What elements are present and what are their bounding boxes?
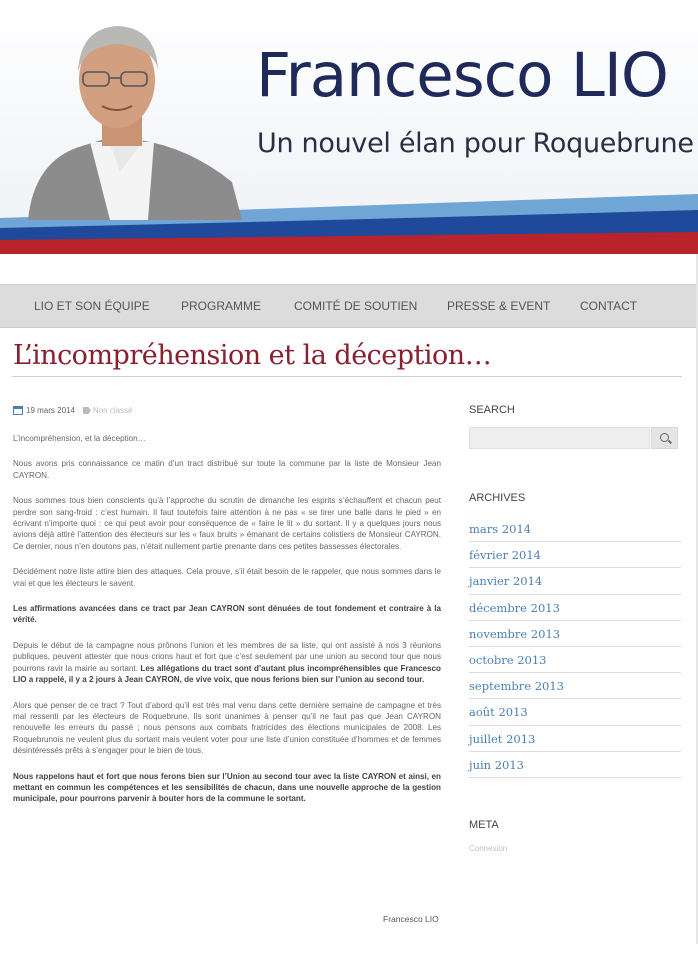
list-item — [469, 752, 681, 778]
list-item — [469, 673, 681, 699]
post-paragraph: L’incompréhension, et la déception… — [13, 434, 146, 443]
nav-item-lio-et-son-equipe[interactable]: LIO ET SON ÉQUIPE — [34, 299, 150, 313]
archives-list — [469, 516, 681, 778]
list-item — [469, 647, 681, 673]
archive-link[interactable]: janvier 2014 — [469, 574, 543, 589]
site-title[interactable]: Francesco LIO — [256, 40, 668, 111]
list-item — [469, 568, 681, 594]
candidate-portrait — [20, 10, 250, 220]
post-paragraph — [13, 640, 441, 686]
post-author: Francesco LIO — [383, 914, 439, 924]
archive-link[interactable]: novembre 2013 — [469, 626, 561, 641]
archive-link[interactable]: août 2013 — [469, 705, 528, 720]
list-item — [469, 621, 681, 647]
search-button[interactable] — [651, 427, 678, 449]
list-item — [469, 699, 681, 725]
nav-item-presse-event[interactable]: PRESSE & EVENT — [447, 299, 551, 313]
archives-widget-title: ARCHIVES — [469, 492, 526, 504]
archive-link[interactable]: décembre 2013 — [469, 600, 560, 615]
post-paragraph: Décidément notre liste attire bien des attaques. Cela prouve, s’il était besoin de le rappeler, que nous sommes dans le vrai et que les électeurs le savent. — [13, 567, 441, 588]
post-content — [13, 433, 441, 819]
post-text-bold: Les allégations du tract sont d’autant plus incompréhensibles que Francesco LIO a rappelé, il y a 2 jours à Jean CAYRON, de vive voix, que nous ferions bien sur l’union au second tour. — [13, 663, 442, 685]
list-item — [469, 726, 681, 752]
list-item — [469, 516, 681, 542]
post-paragraph: Les affirmations avancées dans ce tract par Jean CAYRON sont dénuées de tout fondement et contraire à la vérité. — [13, 604, 441, 625]
post-date[interactable]: 19 mars 2014 — [26, 406, 75, 415]
calendar-icon — [13, 406, 23, 415]
list-item — [469, 595, 681, 621]
archive-link[interactable]: mars 2014 — [469, 522, 532, 536]
post-category[interactable]: Non classé — [92, 406, 133, 415]
login-link[interactable]: Connexion — [469, 844, 508, 853]
archive-link[interactable]: octobre 2013 — [469, 652, 547, 667]
nav-item-contact[interactable]: CONTACT — [580, 299, 638, 313]
search-icon — [660, 433, 669, 442]
archive-link[interactable]: juillet 2013 — [469, 731, 536, 746]
search-input[interactable] — [469, 427, 650, 449]
title-divider — [12, 376, 682, 377]
post-meta — [13, 406, 133, 415]
tag-icon — [83, 407, 91, 414]
post-paragraph: Nous sommes tous bien conscients qu’à l’approche du scrutin de dimanche les esprits s’échauffent et chacun peut perdre son sang-froid : c’est humain. Il faut toutefois faire attention à ne pas « se tirer une balle dans le pied » en écrivant n’importe quoi : ce qui peut avoir pour conséquence de « faire le lit » du sortant. Il y a quelques jours nous avions déjà attiré l’attention des électeurs sur les « faux bruits » émanant de certains colistiers de Monsieur CAYRON. Ce dernier, nous n’en doutons pas, n’était nullement partie prenante dans ces petites bassesses électorales. — [13, 496, 441, 551]
site-header — [0, 0, 698, 254]
search-widget-title: SEARCH — [469, 404, 515, 416]
meta-widget-title: META — [469, 819, 499, 831]
list-item — [469, 542, 681, 568]
post-text: Depuis le début de la campagne nous prônons l’union et les membres de sa liste, qui ont assisté à nos 3 réunions publiques, peuvent attester que nous crions haut et fort que c’est seulement par une union au second tour que nous pourrons ravir la mairie au sortant. — [13, 640, 441, 673]
post-paragraph: Alors que penser de ce tract ? Tout d’abord qu’il est très mal venu dans cette dernière semaine de campagne et très mal ressenti par les électeurs de Roquebrune. Ils sont unanimes à penser qu’il ne faut pas que Jean CAYRON renouvelle les erreurs du passé ; nous pensons aux combats fratricides des élections municipales de 2008. Les Roquebrunois ne veulent plus du sortant mais veulent voter pour une liste d’union constituée d’hommes et de femmes désintéressés prêts à s’engager pour le bien de tous. — [13, 700, 441, 756]
post-title: L’incompréhension et la déception… — [13, 340, 492, 371]
site-tagline: Un nouvel élan pour Roquebrune — [257, 128, 694, 159]
main-navigation — [0, 284, 698, 328]
post-paragraph: Nous rappelons haut et fort que nous ferons bien sur l’Union au second tour avec la liste CAYRON et ainsi, en mettant en commun les compétences et les sensibilités de chacun, dans une nouvelle approche de la gestion municipale, pour pourrons parvenir à bouter hors de la commune le sortant. — [13, 771, 441, 804]
archive-link[interactable]: juin 2013 — [469, 757, 524, 772]
archive-link[interactable]: février 2014 — [469, 548, 541, 563]
nav-item-comite-de-soutien[interactable]: COMITÉ DE SOUTIEN — [294, 299, 418, 313]
post-paragraph: Nous avons pris connaissance ce matin d’un tract distribué sur toute la commune par la liste de Monsieur Jean CAYRON. — [13, 459, 441, 480]
archive-link[interactable]: septembre 2013 — [469, 679, 564, 694]
nav-item-programme[interactable]: PROGRAMME — [181, 299, 262, 313]
